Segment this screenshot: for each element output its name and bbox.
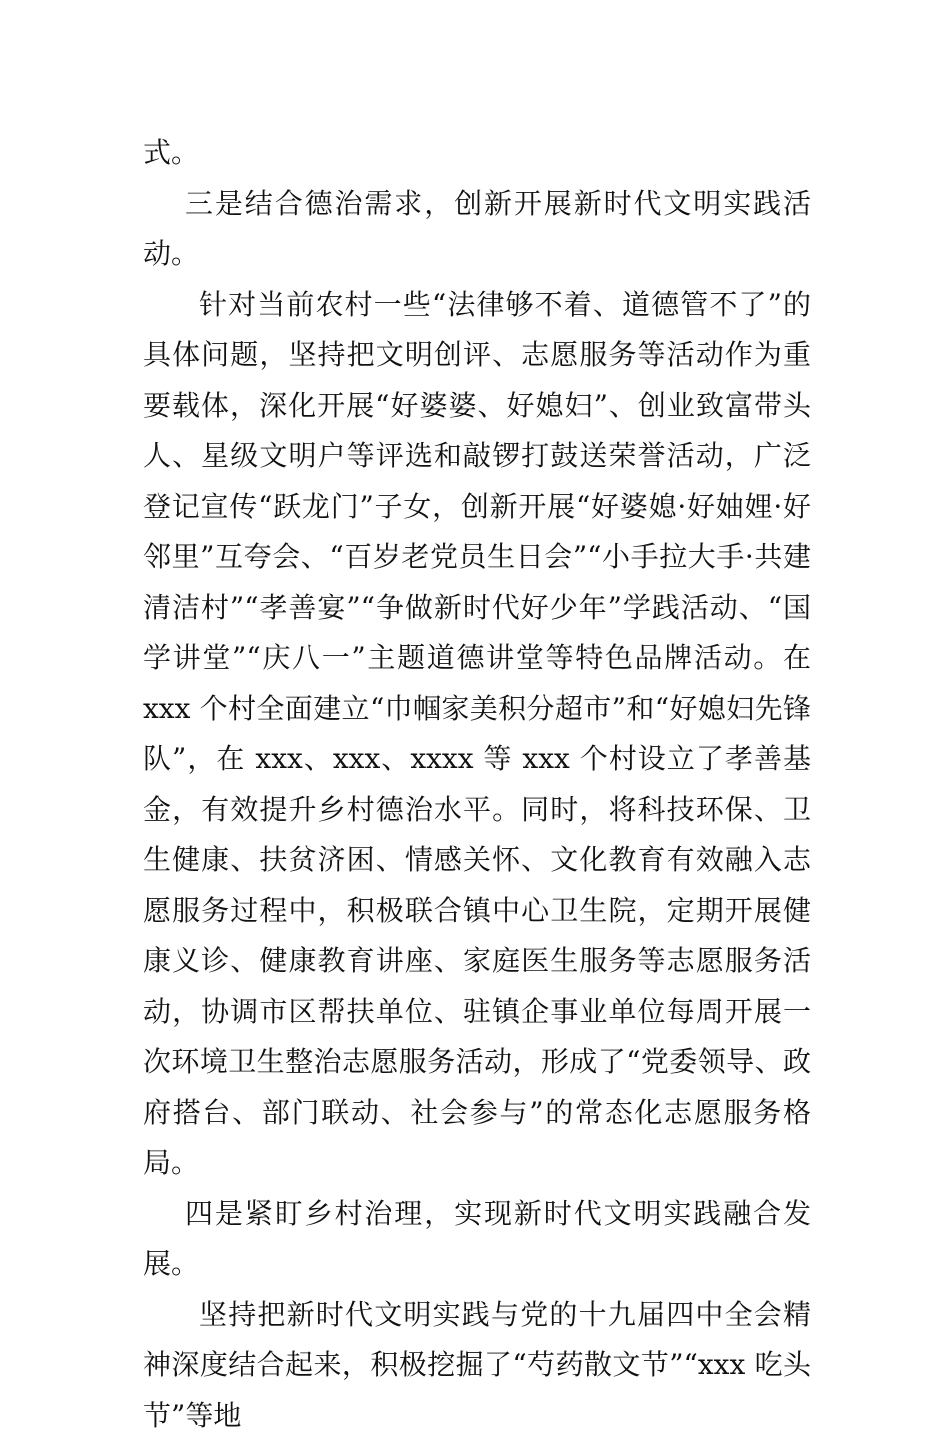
document-body [143,128,811,1441]
body-paragraph: 坚持把新时代文明实践与党的十九届四中全会精神深度结合起来，积极挖掘了“芍药散文节”“xxx 吃头节”等地 [143,1290,811,1441]
paragraph-continuation: 式。 [143,128,811,179]
section-heading-three: 三是结合德治需求，创新开展新时代文明实践活动。 [143,179,811,280]
body-paragraph: 针对当前农村一些“法律够不着、道德管不了”的具体问题，坚持把文明创评、志愿服务等活动作为重要载体，深化开展“好婆婆、好媳妇”、创业致富带头人、星级文明户等评选和敲锣打鼓送荣誉活动，广泛登记宣传“跃龙门”子女，创新开展“好婆媳·好妯娌·好邻里”互夸会、“百岁老党员生日会”“小手拉大手·共建清洁村”“孝善宴”“争做新时代好少年”学践活动、“国学讲堂”“庆八一”主题道德讲堂等特色品牌活动。在 xxx 个村全面建立“巾帼家美积分超市”和“好媳妇先锋队”，在 xxx、xxx、xxxx 等 xxx 个村设立了孝善基金，有效提升乡村德治水平。同时，将科技环保、卫生健康、扶贫济困、情感关怀、文化教育有效融入志愿服务过程中，积极联合镇中心卫生院，定期开展健康义诊、健康教育讲座、家庭医生服务等志愿服务活动，协调市区帮扶单位、驻镇企事业单位每周开展一次环境卫生整治志愿服务活动，形成了“党委领导、政府搭台、部门联动、社会参与”的常态化志愿服务格局。 [143,280,811,1189]
section-heading-four: 四是紧盯乡村治理，实现新时代文明实践融合发展。 [143,1189,811,1290]
